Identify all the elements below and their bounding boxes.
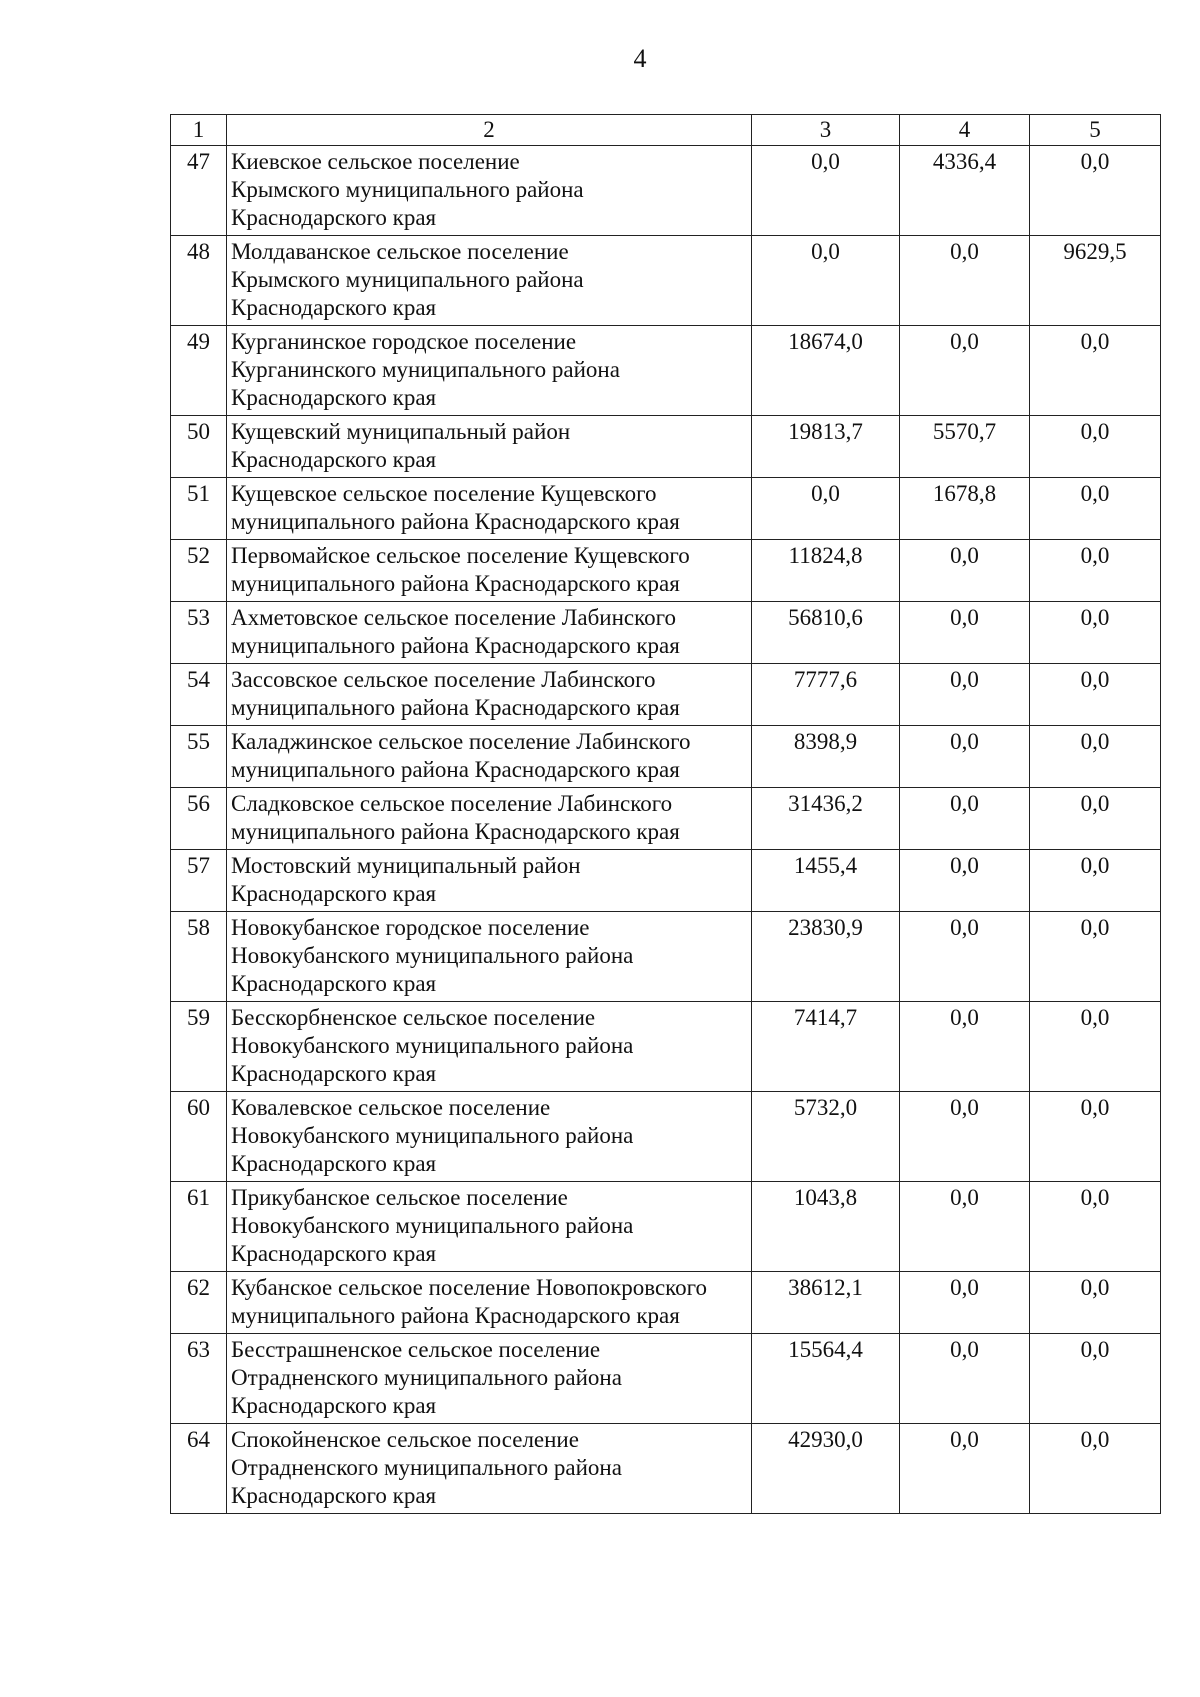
table-row <box>171 788 1161 850</box>
col-5-value-cell: 0,0 <box>1030 1334 1161 1424</box>
municipality-name-cell: Бесскорбненское сельское поселение Новокубанского муниципального района Краснодарского края <box>227 1002 752 1092</box>
col-4-value-cell: 0,0 <box>900 602 1030 664</box>
row-number-cell: 52 <box>171 540 227 602</box>
table-row <box>171 1424 1161 1514</box>
table-row <box>171 664 1161 726</box>
table-row <box>171 1092 1161 1182</box>
table-row <box>171 1272 1161 1334</box>
municipality-name-cell: Сладковское сельское поселение Лабинского муниципального района Краснодарского края <box>227 788 752 850</box>
col-4-value-cell: 0,0 <box>900 1334 1030 1424</box>
municipality-name-cell: Кущевское сельское поселение Кущевского муниципального района Краснодарского края <box>227 478 752 540</box>
data-table <box>170 114 1161 1514</box>
municipality-name-cell: Новокубанское городское поселение Новокубанского муниципального района Краснодарского края <box>227 912 752 1002</box>
row-number-cell: 62 <box>171 1272 227 1334</box>
table-row <box>171 1002 1161 1092</box>
municipality-name-cell: Первомайское сельское поселение Кущевского муниципального района Краснодарского края <box>227 540 752 602</box>
header-col-5: 5 <box>1030 115 1161 146</box>
col-4-value-cell: 0,0 <box>900 850 1030 912</box>
municipality-name-cell: Ковалевское сельское поселение Новокубанского муниципального района Краснодарского края <box>227 1092 752 1182</box>
col-5-value-cell: 0,0 <box>1030 912 1161 1002</box>
col-5-value-cell: 0,0 <box>1030 1182 1161 1272</box>
header-col-1: 1 <box>171 115 227 146</box>
col-5-value-cell: 0,0 <box>1030 726 1161 788</box>
col-4-value-cell: 0,0 <box>900 236 1030 326</box>
table-row <box>171 726 1161 788</box>
row-number-cell: 48 <box>171 236 227 326</box>
col-5-value-cell: 0,0 <box>1030 602 1161 664</box>
municipality-name-cell: Каладжинское сельское поселение Лабинского муниципального района Краснодарского края <box>227 726 752 788</box>
col-3-value-cell: 8398,9 <box>752 726 900 788</box>
table-row <box>171 1334 1161 1424</box>
table-header <box>171 115 1161 146</box>
header-col-4: 4 <box>900 115 1030 146</box>
col-3-value-cell: 38612,1 <box>752 1272 900 1334</box>
col-3-value-cell: 0,0 <box>752 478 900 540</box>
col-4-value-cell: 4336,4 <box>900 146 1030 236</box>
municipality-name-cell: Бесстрашненское сельское поселение Отрадненского муниципального района Краснодарского края <box>227 1334 752 1424</box>
header-row <box>171 115 1161 146</box>
col-3-value-cell: 31436,2 <box>752 788 900 850</box>
col-3-value-cell: 42930,0 <box>752 1424 900 1514</box>
col-3-value-cell: 15564,4 <box>752 1334 900 1424</box>
col-3-value-cell: 19813,7 <box>752 416 900 478</box>
row-number-cell: 51 <box>171 478 227 540</box>
col-4-value-cell: 1678,8 <box>900 478 1030 540</box>
row-number-cell: 58 <box>171 912 227 1002</box>
col-5-value-cell: 0,0 <box>1030 1092 1161 1182</box>
municipality-name-cell: Киевское сельское поселение Крымского муниципального района Краснодарского края <box>227 146 752 236</box>
header-col-2: 2 <box>227 115 752 146</box>
col-5-value-cell: 0,0 <box>1030 540 1161 602</box>
municipality-name-cell: Спокойненское сельское поселение Отрадненского муниципального района Краснодарского края <box>227 1424 752 1514</box>
municipality-name-cell: Ахметовское сельское поселение Лабинского муниципального района Краснодарского края <box>227 602 752 664</box>
col-4-value-cell: 0,0 <box>900 326 1030 416</box>
row-number-cell: 53 <box>171 602 227 664</box>
col-5-value-cell: 9629,5 <box>1030 236 1161 326</box>
row-number-cell: 57 <box>171 850 227 912</box>
col-3-value-cell: 23830,9 <box>752 912 900 1002</box>
row-number-cell: 54 <box>171 664 227 726</box>
row-number-cell: 50 <box>171 416 227 478</box>
row-number-cell: 61 <box>171 1182 227 1272</box>
col-5-value-cell: 0,0 <box>1030 1424 1161 1514</box>
col-3-value-cell: 0,0 <box>752 146 900 236</box>
row-number-cell: 63 <box>171 1334 227 1424</box>
col-5-value-cell: 0,0 <box>1030 1272 1161 1334</box>
municipality-name-cell: Кущевский муниципальный район Краснодарского края <box>227 416 752 478</box>
col-5-value-cell: 0,0 <box>1030 478 1161 540</box>
col-5-value-cell: 0,0 <box>1030 850 1161 912</box>
table-row <box>171 478 1161 540</box>
row-number-cell: 59 <box>171 1002 227 1092</box>
col-3-value-cell: 1455,4 <box>752 850 900 912</box>
municipality-name-cell: Мостовский муниципальный район Краснодарского края <box>227 850 752 912</box>
table-row <box>171 912 1161 1002</box>
col-5-value-cell: 0,0 <box>1030 788 1161 850</box>
municipality-name-cell: Зассовское сельское поселение Лабинского муниципального района Краснодарского края <box>227 664 752 726</box>
table-row <box>171 602 1161 664</box>
col-3-value-cell: 56810,6 <box>752 602 900 664</box>
col-3-value-cell: 11824,8 <box>752 540 900 602</box>
row-number-cell: 49 <box>171 326 227 416</box>
col-3-value-cell: 0,0 <box>752 236 900 326</box>
col-3-value-cell: 7414,7 <box>752 1002 900 1092</box>
table-row <box>171 1182 1161 1272</box>
col-3-value-cell: 7777,6 <box>752 664 900 726</box>
col-4-value-cell: 0,0 <box>900 912 1030 1002</box>
col-4-value-cell: 0,0 <box>900 1424 1030 1514</box>
municipality-name-cell: Курганинское городское поселение Курганинского муниципального района Краснодарского края <box>227 326 752 416</box>
col-4-value-cell: 0,0 <box>900 726 1030 788</box>
row-number-cell: 64 <box>171 1424 227 1514</box>
municipality-name-cell: Прикубанское сельское поселение Новокубанского муниципального района Краснодарского края <box>227 1182 752 1272</box>
municipality-name-cell: Молдаванское сельское поселение Крымского муниципального района Краснодарского края <box>227 236 752 326</box>
col-3-value-cell: 1043,8 <box>752 1182 900 1272</box>
col-5-value-cell: 0,0 <box>1030 416 1161 478</box>
table-row <box>171 236 1161 326</box>
table-row <box>171 326 1161 416</box>
col-5-value-cell: 0,0 <box>1030 326 1161 416</box>
table-body <box>171 146 1161 1514</box>
col-4-value-cell: 0,0 <box>900 788 1030 850</box>
col-3-value-cell: 5732,0 <box>752 1092 900 1182</box>
col-4-value-cell: 0,0 <box>900 540 1030 602</box>
col-4-value-cell: 5570,7 <box>900 416 1030 478</box>
page-number: 4 <box>633 44 647 73</box>
table-row <box>171 540 1161 602</box>
table-row <box>171 146 1161 236</box>
row-number-cell: 56 <box>171 788 227 850</box>
col-4-value-cell: 0,0 <box>900 1092 1030 1182</box>
row-number-cell: 47 <box>171 146 227 236</box>
row-number-cell: 60 <box>171 1092 227 1182</box>
col-4-value-cell: 0,0 <box>900 1272 1030 1334</box>
col-5-value-cell: 0,0 <box>1030 1002 1161 1092</box>
table-row <box>171 416 1161 478</box>
col-4-value-cell: 0,0 <box>900 664 1030 726</box>
table-row <box>171 850 1161 912</box>
col-5-value-cell: 0,0 <box>1030 664 1161 726</box>
col-5-value-cell: 0,0 <box>1030 146 1161 236</box>
municipality-name-cell: Кубанское сельское поселение Новопокровского муниципального района Краснодарского края <box>227 1272 752 1334</box>
col-4-value-cell: 0,0 <box>900 1182 1030 1272</box>
row-number-cell: 55 <box>171 726 227 788</box>
col-3-value-cell: 18674,0 <box>752 326 900 416</box>
header-col-3: 3 <box>752 115 900 146</box>
col-4-value-cell: 0,0 <box>900 1002 1030 1092</box>
